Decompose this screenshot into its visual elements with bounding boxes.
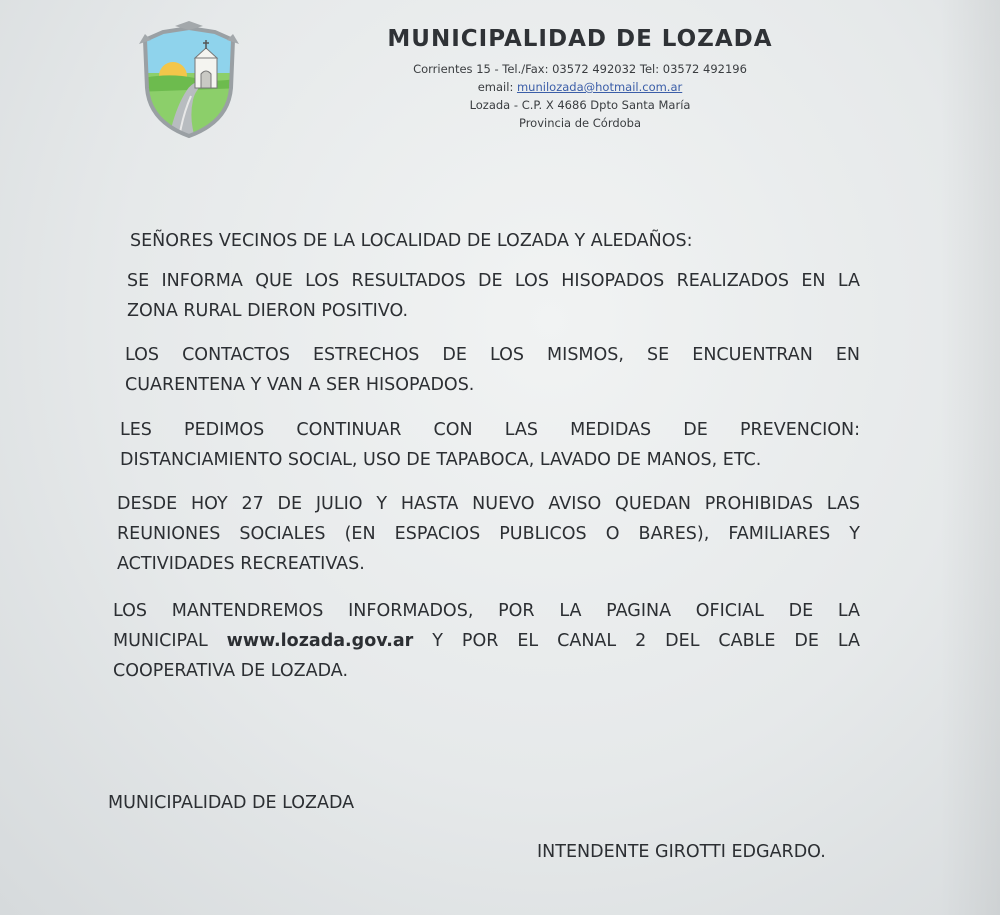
- notice-salutation: SEÑORES VECINOS DE LA LOCALIDAD DE LOZADA Y ALEDAÑOS:: [130, 231, 693, 251]
- official-website-link[interactable]: www.lozada.gov.ar: [226, 631, 414, 651]
- municipal-shield-logo: [135, 18, 243, 138]
- paragraph-line: REUNIONES SOCIALES (EN ESPACIOS PUBLICOS O BARES), FAMILIARES Y: [117, 524, 860, 544]
- email-link[interactable]: munilozada@hotmail.com.ar: [516, 80, 683, 94]
- paragraph-line: DISTANCIAMIENTO SOCIAL, USO DE TAPABOCA, LAVADO DE MANOS, ETC.: [120, 450, 762, 470]
- letterhead-province: Provincia de Córdoba: [518, 116, 642, 130]
- notice-paragraph-prevention: [120, 415, 860, 475]
- paragraph-line: ZONA RURAL DIERON POSITIVO.: [127, 301, 409, 321]
- text-fragment: MUNICIPAL: [113, 631, 227, 651]
- letterhead-postal: Lozada - C.P. X 4686 Dpto Santa María: [469, 98, 691, 112]
- letterhead-email-line: [340, 78, 820, 96]
- paragraph-line-with-url: [113, 626, 860, 656]
- paragraph-line: LOS MANTENDREMOS INFORMADOS, POR LA PAGINA OFICIAL DE LA: [113, 601, 860, 621]
- signature-institution: MUNICIPALIDAD DE LOZADA: [108, 793, 355, 813]
- paragraph-line: COOPERATIVA DE LOZADA.: [113, 661, 349, 681]
- paragraph-line: LOS CONTACTOS ESTRECHOS DE LOS MISMOS, SE ENCUENTRAN EN: [125, 345, 860, 365]
- paragraph-line: ACTIVIDADES RECREATIVAS.: [117, 554, 365, 574]
- paper-shadow: [940, 0, 1000, 915]
- email-label: email:: [477, 80, 517, 94]
- notice-paragraph-information: [113, 596, 860, 686]
- paragraph-line: CUARENTENA Y VAN A SER HISOPADOS.: [125, 375, 475, 395]
- paragraph-line: LES PEDIMOS CONTINUAR CON LAS MEDIDAS DE PREVENCION:: [120, 420, 860, 440]
- letterhead: [340, 26, 820, 132]
- text-fragment: Y POR EL CANAL 2 DEL CABLE DE LA: [413, 631, 860, 651]
- signature-mayor: INTENDENTE GIROTTI EDGARDO.: [537, 842, 826, 862]
- notice-paragraph-results: [127, 266, 860, 326]
- letterhead-title: MUNICIPALIDAD DE LOZADA: [387, 26, 773, 52]
- paragraph-line: SE INFORMA QUE LOS RESULTADOS DE LOS HISOPADOS REALIZADOS EN LA: [127, 271, 860, 291]
- letterhead-address-phone: Corrientes 15 - Tel./Fax: 03572 492032 Tel: 03572 492196: [413, 62, 747, 76]
- notice-paragraph-prohibitions: [117, 489, 860, 579]
- paragraph-line: DESDE HOY 27 DE JULIO Y HASTA NUEVO AVISO QUEDAN PROHIBIDAS LAS: [117, 494, 860, 514]
- notice-paragraph-contacts: [125, 340, 860, 400]
